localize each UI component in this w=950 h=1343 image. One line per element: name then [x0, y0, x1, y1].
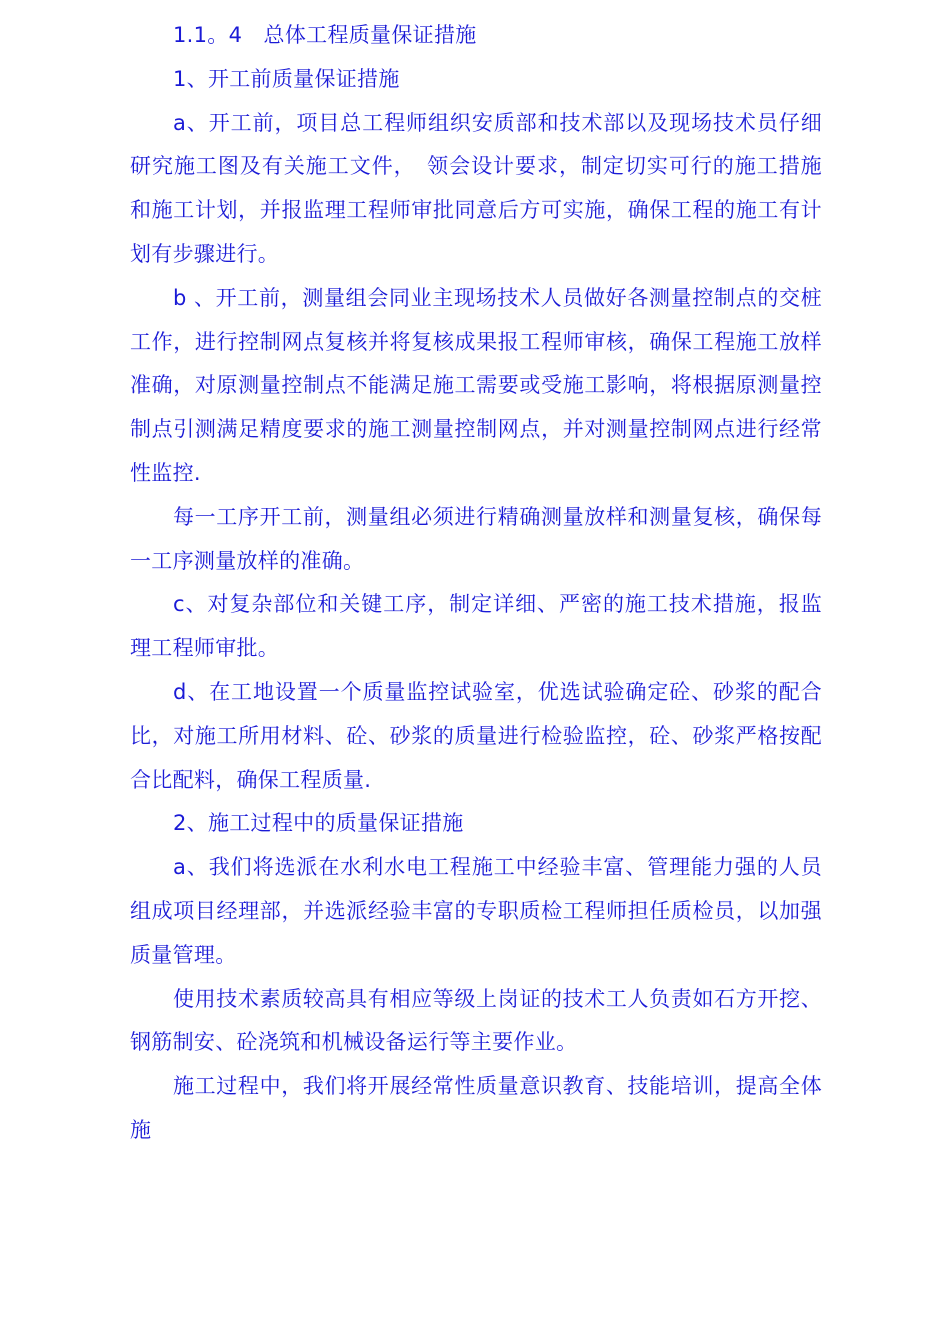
paragraph-a-project-team: a、我们将选派在水利水电工程施工中经验丰富、管理能力强的人员组成项目经理部，并选派经验丰富的专职质检工程师担任质检员，以加强质量管理。 — [130, 855, 822, 967]
paragraph-a-pre-construction: a、开工前，项目总工程师组织安质部和技术部以及现场技术员仔细研究施工图及有关施工文件， 领会设计要求，制定切实可行的施工措施和施工计划，并报监理工程师审批同意后方可实施，确保工程的施工有计划有步骤进行。 — [130, 110, 822, 266]
section-heading: 1.1。4 总体工程质量保证措施 — [173, 23, 477, 47]
paragraph-b-survey-control: b 、开工前，测量组会同业主现场技术人员做好各测量控制点的交桩工作，进行控制网点复核并将复核成果报工程师审核，确保工程施工放样准确，对原测量控制点不能满足施工需要或受施工影响，将根据原测量控制点引测满足精度要求的施工测量控制网点，并对测量控制网点进行经常性监控. — [130, 285, 822, 485]
paragraph-skilled-workers: 使用技术素质较高具有相应等级上岗证的技术工人负责如石方开挖、钢筋制安、砼浇筑和机械设备运行等主要作业。 — [130, 986, 822, 1055]
paragraph-each-process-survey: 每一工序开工前，测量组必须进行精确测量放样和测量复核，确保每一工序测量放样的准确。 — [130, 504, 822, 573]
subheading-during-construction: 2、施工过程中的质量保证措施 — [173, 811, 464, 836]
paragraph-c-complex-parts: c、对复杂部位和关键工序，制定详细、严密的施工技术措施，报监理工程师审批。 — [130, 592, 822, 661]
paragraph-d-test-lab: d、在工地设置一个质量监控试验室，优选试验确定砼、砂浆的配合比，对施工所用材料、砼、砂浆的质量进行检验监控，砼、砂浆严格按配合比配料，确保工程质量. — [130, 679, 822, 792]
document-body — [130, 14, 822, 1153]
paragraph-quality-training: 施工过程中，我们将开展经常性质量意识教育、技能培训，提高全体施 — [130, 1074, 822, 1142]
subheading-pre-construction: 1、开工前质量保证措施 — [173, 66, 400, 91]
